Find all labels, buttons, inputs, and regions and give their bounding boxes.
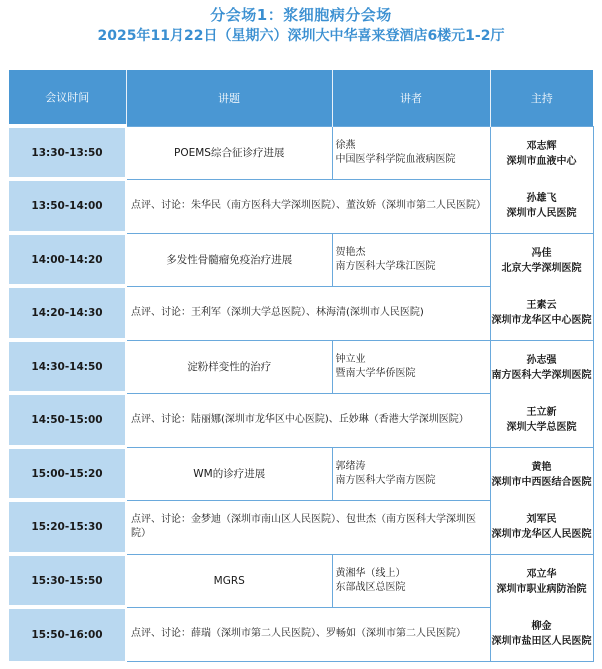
host-affiliation: 深圳市中西医结合医院	[491, 476, 592, 488]
host-name: 王素云	[526, 299, 557, 311]
topic-cell: WM的诊疗进展	[126, 447, 332, 500]
host-entry	[491, 246, 593, 276]
speaker-name: 黄湘华（线上）	[335, 567, 406, 579]
comment-cell: 点评、讨论：王利军（深圳大学总医院）、林海清(深圳市人民医院)	[126, 286, 490, 340]
column-header-topic: 讲题	[126, 70, 332, 126]
comment-cell: 点评、讨论：朱华民（南方医科大学深圳医院）、董汝娇（深圳市第二人民医院）	[126, 179, 490, 233]
speaker-name: 贺艳杰	[335, 246, 366, 258]
host-entry	[491, 512, 593, 542]
host-affiliation: 南方医科大学深圳医院	[491, 369, 592, 381]
time-cell: 13:50-14:00	[9, 179, 126, 233]
speaker-cell	[332, 340, 490, 393]
speaker-affiliation: 南方医科大学南方医院	[335, 474, 436, 486]
host-affiliation: 深圳市盐田区人民医院	[491, 635, 592, 647]
host-entry	[491, 567, 593, 597]
host-cell	[490, 126, 593, 233]
column-header-time: 会议时间	[9, 70, 126, 126]
time-cell: 13:30-13:50	[9, 126, 126, 179]
page-header	[0, 6, 602, 46]
host-cell	[490, 554, 593, 661]
speaker-name: 钟立业	[335, 353, 366, 365]
time-cell: 14:00-14:20	[9, 233, 126, 286]
host-entry	[491, 298, 593, 328]
speaker-cell	[332, 126, 490, 179]
topic-cell: 多发性骨髓瘤免疫治疗进展	[126, 233, 332, 286]
session-subtitle: 2025年11月22日（星期六）深圳大中华喜来登酒店6楼元1-2厅	[97, 28, 505, 44]
speaker-affiliation: 南方医科大学珠江医院	[335, 260, 436, 272]
column-header-host: 主持	[490, 70, 593, 126]
time-cell: 15:30-15:50	[9, 554, 126, 607]
topic-cell: MGRS	[126, 554, 332, 607]
host-name: 孙雄飞	[526, 192, 557, 204]
session-title: 分会场1：浆细胞病分会场	[210, 6, 392, 24]
time-cell: 14:30-14:50	[9, 340, 126, 393]
table-row	[9, 340, 593, 393]
column-header-speaker: 讲者	[332, 70, 490, 126]
comment-cell: 点评、讨论：薛瑞（深圳市第二人民医院）、罗畅如（深圳市第二人民医院）	[126, 607, 490, 661]
host-affiliation: 深圳市职业病防治院	[496, 583, 587, 595]
host-affiliation: 深圳市血液中心	[506, 155, 577, 167]
time-cell: 14:50-15:00	[9, 393, 126, 447]
table-row	[9, 447, 593, 500]
speaker-name: 郭绪涛	[335, 460, 366, 472]
host-name: 冯佳	[531, 247, 552, 259]
host-name: 邓立华	[526, 568, 557, 580]
speaker-cell	[332, 447, 490, 500]
time-cell: 15:50-16:00	[9, 607, 126, 661]
table-row	[9, 554, 593, 607]
speaker-affiliation: 中国医学科学院血液病医院	[335, 153, 456, 165]
speaker-cell	[332, 554, 490, 607]
host-name: 邓志辉	[526, 140, 557, 152]
table-row	[9, 126, 593, 179]
speaker-affiliation: 暨南大学华侨医院	[335, 367, 416, 379]
host-name: 刘军民	[526, 513, 557, 525]
speaker-affiliation: 东部战区总医院	[335, 581, 406, 593]
host-cell	[490, 233, 593, 340]
host-affiliation: 北京大学深圳医院	[501, 262, 582, 274]
host-entry	[491, 139, 593, 169]
host-entry	[491, 460, 593, 490]
time-cell: 15:00-15:20	[9, 447, 126, 500]
host-entry	[491, 353, 593, 383]
host-affiliation: 深圳市龙华区中心医院	[491, 314, 592, 326]
comment-cell: 点评、讨论：金梦迪（深圳市南山区人民医院）、包世杰（南方医科大学深圳医院）	[126, 500, 490, 554]
host-cell	[490, 447, 593, 554]
host-affiliation: 深圳大学总医院	[506, 421, 577, 433]
host-name: 柳金	[531, 620, 552, 632]
host-affiliation: 深圳市人民医院	[506, 207, 577, 219]
topic-cell: POEMS综合征诊疗进展	[126, 126, 332, 179]
table-row	[9, 233, 593, 286]
speaker-cell	[332, 233, 490, 286]
topic-cell: 淀粉样变性的治疗	[126, 340, 332, 393]
comment-cell: 点评、讨论：陆丽娜(深圳市龙华区中心医院)、丘妙琳（香港大学深圳医院）	[126, 393, 490, 447]
schedule-table	[9, 70, 594, 662]
host-cell	[490, 340, 593, 447]
host-entry	[491, 191, 593, 221]
speaker-name: 徐燕	[335, 139, 356, 151]
host-name: 王立新	[526, 406, 557, 418]
time-cell: 15:20-15:30	[9, 500, 126, 554]
table-header-row	[9, 70, 593, 126]
host-name: 孙志强	[526, 354, 557, 366]
host-entry	[491, 405, 593, 435]
host-affiliation: 深圳市龙华区人民医院	[491, 528, 592, 540]
host-name: 黄艳	[531, 461, 552, 473]
host-entry	[491, 619, 593, 649]
time-cell: 14:20-14:30	[9, 286, 126, 340]
